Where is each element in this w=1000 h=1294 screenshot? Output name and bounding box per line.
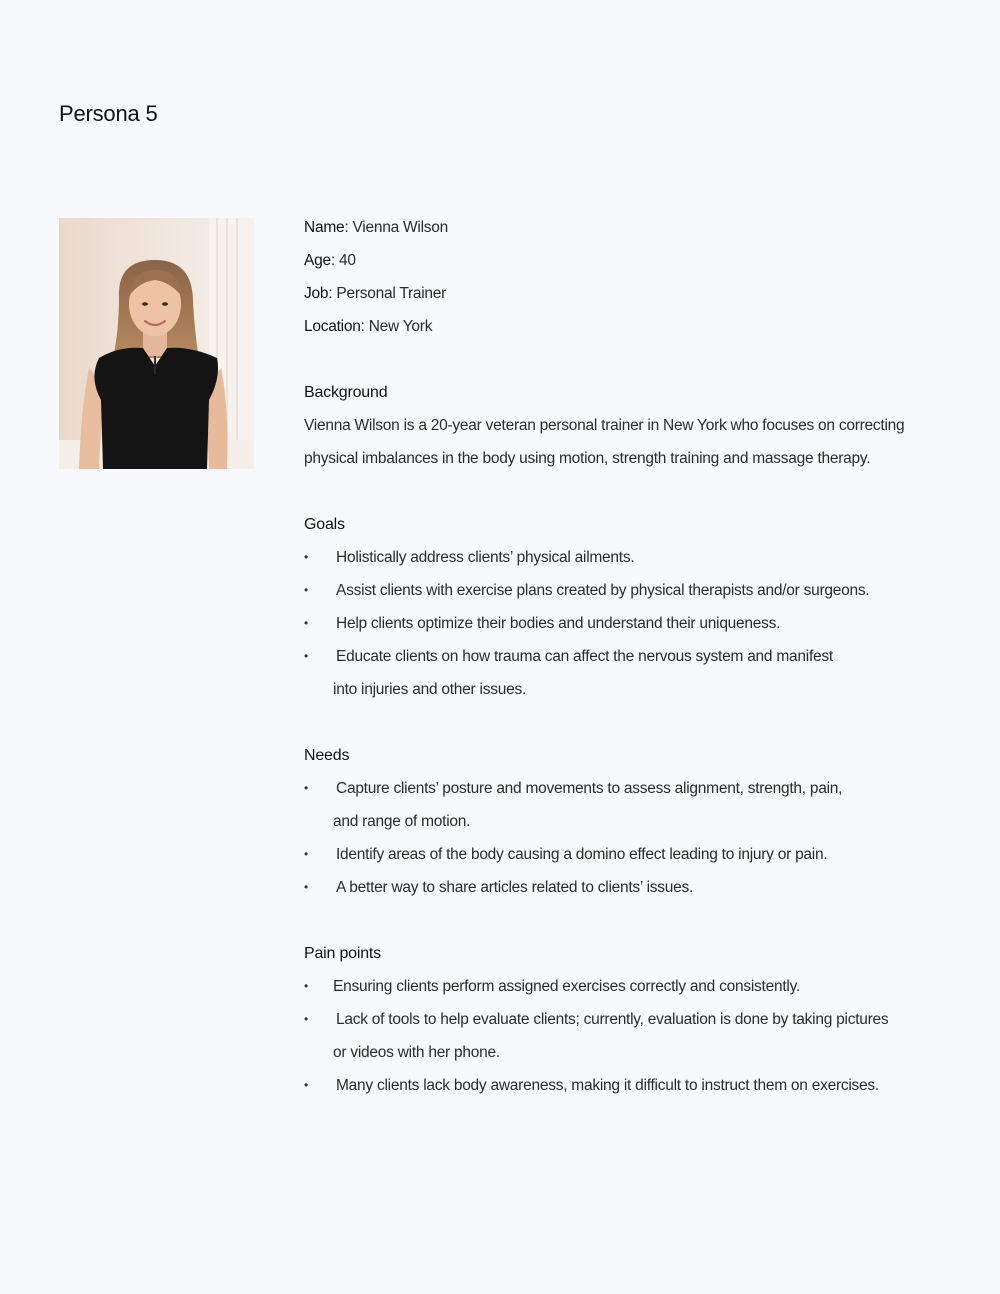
bullet-icon: • bbox=[304, 1012, 308, 1026]
pain-points-item-text: Many clients lack body awareness, making it difficult to instruct them on exercises. bbox=[336, 1077, 879, 1094]
pain-points-heading: Pain points bbox=[304, 945, 381, 962]
bullet-icon: • bbox=[304, 550, 308, 564]
persona-photo bbox=[59, 218, 254, 469]
goals-item-text: Assist clients with exercise plans created by physical therapists and/or surgeons. bbox=[336, 582, 870, 599]
bullet-icon: • bbox=[304, 1078, 308, 1092]
needs-item-continuation: and range of motion. bbox=[333, 813, 471, 830]
bullet-icon: • bbox=[304, 616, 308, 630]
needs-list-item bbox=[304, 871, 964, 904]
pain-points-item-text: Ensuring clients perform assigned exercises correctly and consistently. bbox=[333, 978, 800, 995]
background-line: physical imbalances in the body using motion, strength training and massage therapy. bbox=[304, 450, 871, 467]
profile-location-row bbox=[304, 310, 964, 343]
name-value: : Vienna Wilson bbox=[344, 219, 449, 236]
job-value: : Personal Trainer bbox=[328, 285, 447, 302]
goals-list-item bbox=[304, 574, 964, 607]
bullet-icon: • bbox=[304, 781, 308, 795]
name-label: Name bbox=[304, 219, 345, 236]
location-value: : New York bbox=[360, 318, 433, 335]
profile-age-row bbox=[304, 244, 964, 277]
goals-item-text: Help clients optimize their bodies and understand their uniqueness. bbox=[336, 615, 781, 632]
needs-list-item bbox=[304, 838, 964, 871]
goals-item-text: Educate clients on how trauma can affect the nervous system and manifest bbox=[336, 648, 833, 665]
pain-points-list-item bbox=[304, 970, 964, 1003]
needs-item-text: Capture clients’ posture and movements to assess alignment, strength, pain, bbox=[336, 780, 843, 797]
goals-list-item bbox=[304, 640, 964, 673]
age-label: Age bbox=[304, 252, 331, 269]
bullet-icon: • bbox=[304, 880, 308, 894]
page-title: Persona 5 bbox=[59, 101, 158, 126]
bullet-icon: • bbox=[304, 649, 308, 663]
goals-item-continuation: into injuries and other issues. bbox=[333, 681, 527, 698]
job-label: Job bbox=[304, 285, 329, 302]
pain-points-list-item bbox=[304, 1003, 964, 1036]
pain-points-item-text: Lack of tools to help evaluate clients; currently, evaluation is done by taking pictures bbox=[336, 1011, 889, 1028]
needs-item-text: Identify areas of the body causing a domino effect leading to injury or pain. bbox=[336, 846, 828, 863]
profile-name-row bbox=[304, 211, 964, 244]
persona-details bbox=[304, 211, 964, 1102]
goals-item-text: Holistically address clients’ physical ailments. bbox=[336, 549, 635, 566]
needs-item-text: A better way to share articles related to clients’ issues. bbox=[336, 879, 694, 896]
background-heading: Background bbox=[304, 384, 388, 401]
background-line: Vienna Wilson is a 20-year veteran personal trainer in New York who focuses on correcting bbox=[304, 417, 905, 434]
age-value: : 40 bbox=[330, 252, 356, 269]
profile-job-row bbox=[304, 277, 964, 310]
needs-heading: Needs bbox=[304, 747, 350, 764]
bullet-icon: • bbox=[304, 979, 308, 993]
pain-points-list-item bbox=[304, 1069, 964, 1102]
location-label: Location bbox=[304, 318, 361, 335]
pain-points-item-continuation: or videos with her phone. bbox=[333, 1044, 500, 1061]
goals-list-item bbox=[304, 607, 964, 640]
goals-list-item bbox=[304, 541, 964, 574]
needs-list-item bbox=[304, 772, 964, 805]
bullet-icon: • bbox=[304, 847, 308, 861]
bullet-icon: • bbox=[304, 583, 308, 597]
goals-heading: Goals bbox=[304, 516, 345, 533]
